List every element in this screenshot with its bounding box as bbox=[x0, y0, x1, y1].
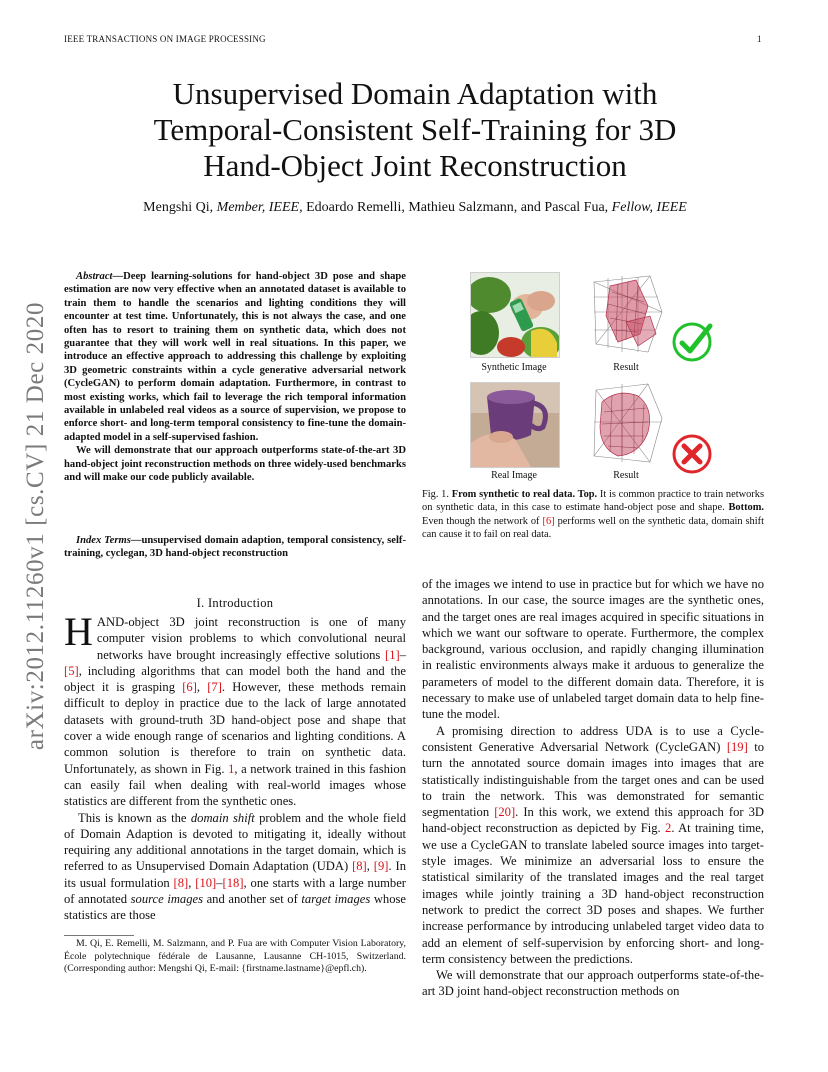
author-role: Fellow, IEEE bbox=[611, 200, 687, 215]
paragraph bbox=[64, 609, 407, 810]
author-name: Mengshi Qi, bbox=[143, 200, 214, 215]
cross-icon bbox=[670, 432, 714, 476]
text: It is common practice to train networks on synthetic data, in this case to estimate hand-object pose and shape. bbox=[422, 489, 764, 514]
paragraph bbox=[64, 810, 406, 924]
section-heading: I. Introduction bbox=[196, 596, 274, 610]
page-number: 1 bbox=[757, 34, 762, 44]
citation-link[interactable]: [1] bbox=[385, 647, 400, 662]
text: AND-object 3D joint reconstruction is one of many computer vision problems to which convolutional neural networks have brought increasingly effective solutions bbox=[96, 615, 406, 662]
citation-link[interactable]: [5] bbox=[64, 663, 79, 678]
emphasis: target images bbox=[301, 892, 371, 907]
citation-link[interactable]: [20] bbox=[494, 805, 516, 820]
title-line: Temporal-Consistent Self-Training for 3D bbox=[153, 112, 677, 147]
figure-link[interactable]: 2 bbox=[665, 821, 672, 836]
emphasis: source images bbox=[130, 892, 203, 907]
figure-label: Result bbox=[613, 470, 639, 481]
text: , bbox=[196, 680, 208, 695]
index-terms bbox=[64, 534, 406, 561]
text: , including algorithms that can model both the hand and the object it is grasping bbox=[64, 663, 406, 695]
figure-label: Synthetic Image bbox=[481, 362, 547, 373]
text: to turn the annotated source domain images into images that are statistically indistinguishable from the target ones and can be used to train the network. This was demonstrated for semantic segmentation bbox=[422, 739, 764, 820]
figure-link[interactable]: 1 bbox=[228, 761, 235, 776]
index-terms-text: —unsupervised domain adaption, temporal consistency, self-training, cyclegan, 3D hand-object reconstruction bbox=[64, 535, 406, 560]
caption-bold: Bottom. bbox=[728, 502, 764, 514]
text: – bbox=[216, 875, 223, 890]
check-icon bbox=[670, 320, 714, 364]
text: performs well on the synthetic data, domain shift can cause it to fail on real data. bbox=[422, 515, 764, 541]
figure-label: Real Image bbox=[491, 470, 537, 481]
caption-prefix: Fig. 1. bbox=[422, 489, 449, 500]
paragraph: We will demonstrate that our approach outperforms state-of-the-art 3D joint hand-object reconstruction methods on bbox=[422, 968, 764, 999]
text: , bbox=[188, 875, 196, 890]
text: , bbox=[366, 859, 374, 874]
text: A promising direction to address UDA is to use a Cycle-consistent Generative Adversarial Network (CycleGAN) bbox=[422, 723, 764, 754]
figure-caption bbox=[422, 488, 764, 542]
abstract-text: We will demonstrate that our approach outperforms state-of-the-art 3D hand-object joint reconstruction methods on three widely-used benchmarks and will make our code publicly available. bbox=[64, 445, 406, 484]
text: and another set of bbox=[203, 892, 302, 907]
citation-link[interactable]: [6] bbox=[542, 515, 555, 527]
text: , one starts with a large number of annotated bbox=[64, 875, 407, 907]
text: Even though the network of bbox=[422, 515, 543, 527]
emphasis: domain shift bbox=[190, 810, 255, 825]
drop-cap: H bbox=[64, 609, 93, 654]
text: whose statistics are those bbox=[64, 892, 407, 923]
citation-link[interactable]: [18] bbox=[222, 875, 244, 890]
author-names: Edoardo Remelli, Mathieu Salzmann, and Pascal Fua, bbox=[306, 200, 609, 215]
text: problem and the whole field of Domain Adaption is devoted to mitigating it, ideally without requiring any additional annotations in the target domain, which is referred to as Unsupervised Domain Adaptation (UDA) bbox=[64, 810, 406, 874]
synthetic-image bbox=[470, 272, 560, 358]
paper-title bbox=[100, 76, 730, 184]
citation-link[interactable]: [6] bbox=[182, 680, 197, 695]
footnote-divider bbox=[64, 935, 134, 936]
text: . In this work, we extend this approach for 3D hand-object reconstruction as depicted by Fig. bbox=[422, 805, 764, 836]
figure-1 bbox=[470, 272, 714, 482]
arxiv-stamp: arXiv:2012.11260v1 [cs.CV] 21 Dec 2020 bbox=[22, 301, 49, 751]
citation-link[interactable]: [10] bbox=[195, 875, 217, 890]
figure-label: Result bbox=[613, 362, 639, 373]
intro-left-column bbox=[64, 609, 407, 924]
mesh-result-image bbox=[588, 272, 666, 356]
text: , a network trained in this fashion can easily fail when dealing with real-world images whose statistics are different from the synthetic ones. bbox=[64, 761, 406, 809]
citation-link[interactable]: [7] bbox=[207, 680, 222, 695]
abstract-label: Abstract bbox=[76, 271, 113, 282]
title-line: Hand-Object Joint Reconstruction bbox=[203, 148, 627, 183]
intro-right-column bbox=[422, 576, 764, 1000]
text: . However, these methods remain difficult to deploy in practice due to the lack of large annotated datasets with ground-truth 3D hand-object pose and shape that cover a wide enough range of scenarios and lighting conditions. A common solution is therefore to train on synthetic data. Unfortunately, as shown in Fig. bbox=[64, 680, 407, 776]
text: . In its usual formulation bbox=[64, 859, 406, 890]
abstract bbox=[64, 270, 406, 485]
author-role: Member, IEEE, bbox=[216, 200, 303, 215]
text: . At training time, we use a CycleGAN to translate labeled source images into target-style images. We minimize an adversarial loss to ensure the statistical similarity of the translated images and the real target images while jointly training a 3D hand-object reconstruction network to predict the correct 3D poses and shapes. We further increase performance by introducing unlabeled target video data to add an element of self-supervision by enforcing short- and long-term consistency between the predictions. bbox=[422, 821, 764, 966]
paragraph bbox=[422, 723, 764, 967]
citation-link[interactable]: [9] bbox=[373, 859, 389, 874]
affiliation-footnote: M. Qi, E. Remelli, M. Salzmann, and P. Fua are with Computer Vision Laboratory, École polytechnique fédérale de Lausanne, Lausanne CH-1015, Switzerland. (Corresponding author: Mengshi Qi, E-mail: {firstname.lastname}@epfl.ch). bbox=[64, 938, 406, 974]
real-image bbox=[470, 382, 560, 468]
mesh-result-image bbox=[588, 382, 666, 466]
title-line: Unsupervised Domain Adaptation with bbox=[172, 76, 658, 111]
index-terms-label: Index Terms bbox=[76, 535, 131, 546]
citation-link[interactable]: [8] bbox=[173, 875, 189, 890]
author-list bbox=[60, 199, 770, 217]
abstract-text: —Deep learning-solutions for hand-object 3D pose and shape estimation are now very effective when an annotated dataset is available to train them to handle the scenarios and lighting conditions they will encounter at test time. Unfortunately, this is not always the case, and one often has to resort to training them on synthetic data, which does not guarantee that they will work well in real situations. In this paper, we introduce an effective approach to addressing this challenge by exploiting 3D geometric constraints within a cycle generative adversarial network (CycleGAN) to perform domain adaptation. Furthermore, in contrast to most existing works, which fail to leverage the rich temporal information available in unlabeled real videos as a source of supervision, we propose to enforce short- and long-term temporal consistency to fine-tune the domain-adapted model in a self-supervised fashion. bbox=[64, 271, 406, 443]
citation-link[interactable]: [8] bbox=[352, 859, 367, 874]
caption-bold: From synthetic to real data. Top. bbox=[451, 489, 598, 500]
journal-header: IEEE TRANSACTIONS ON IMAGE PROCESSING bbox=[64, 34, 266, 44]
citation-link[interactable]: [19] bbox=[726, 739, 748, 754]
text: – bbox=[399, 647, 406, 662]
text: This is known as the bbox=[78, 810, 191, 825]
paragraph: of the images we intend to use in practice but for which we have no annotations. In our case, the source images are the synthetic ones, and the target ones are real images acquired in specific situations in which we want our software to operate. Furthermore, the complex background, various occlusion, and rapidly changing illumination in realistic environments always make it arduous to generalize the parameters of model to the different domain data. Therefore, it is necessary to make use of unlabeled target domain data to help fine-tune the model. bbox=[422, 577, 764, 722]
